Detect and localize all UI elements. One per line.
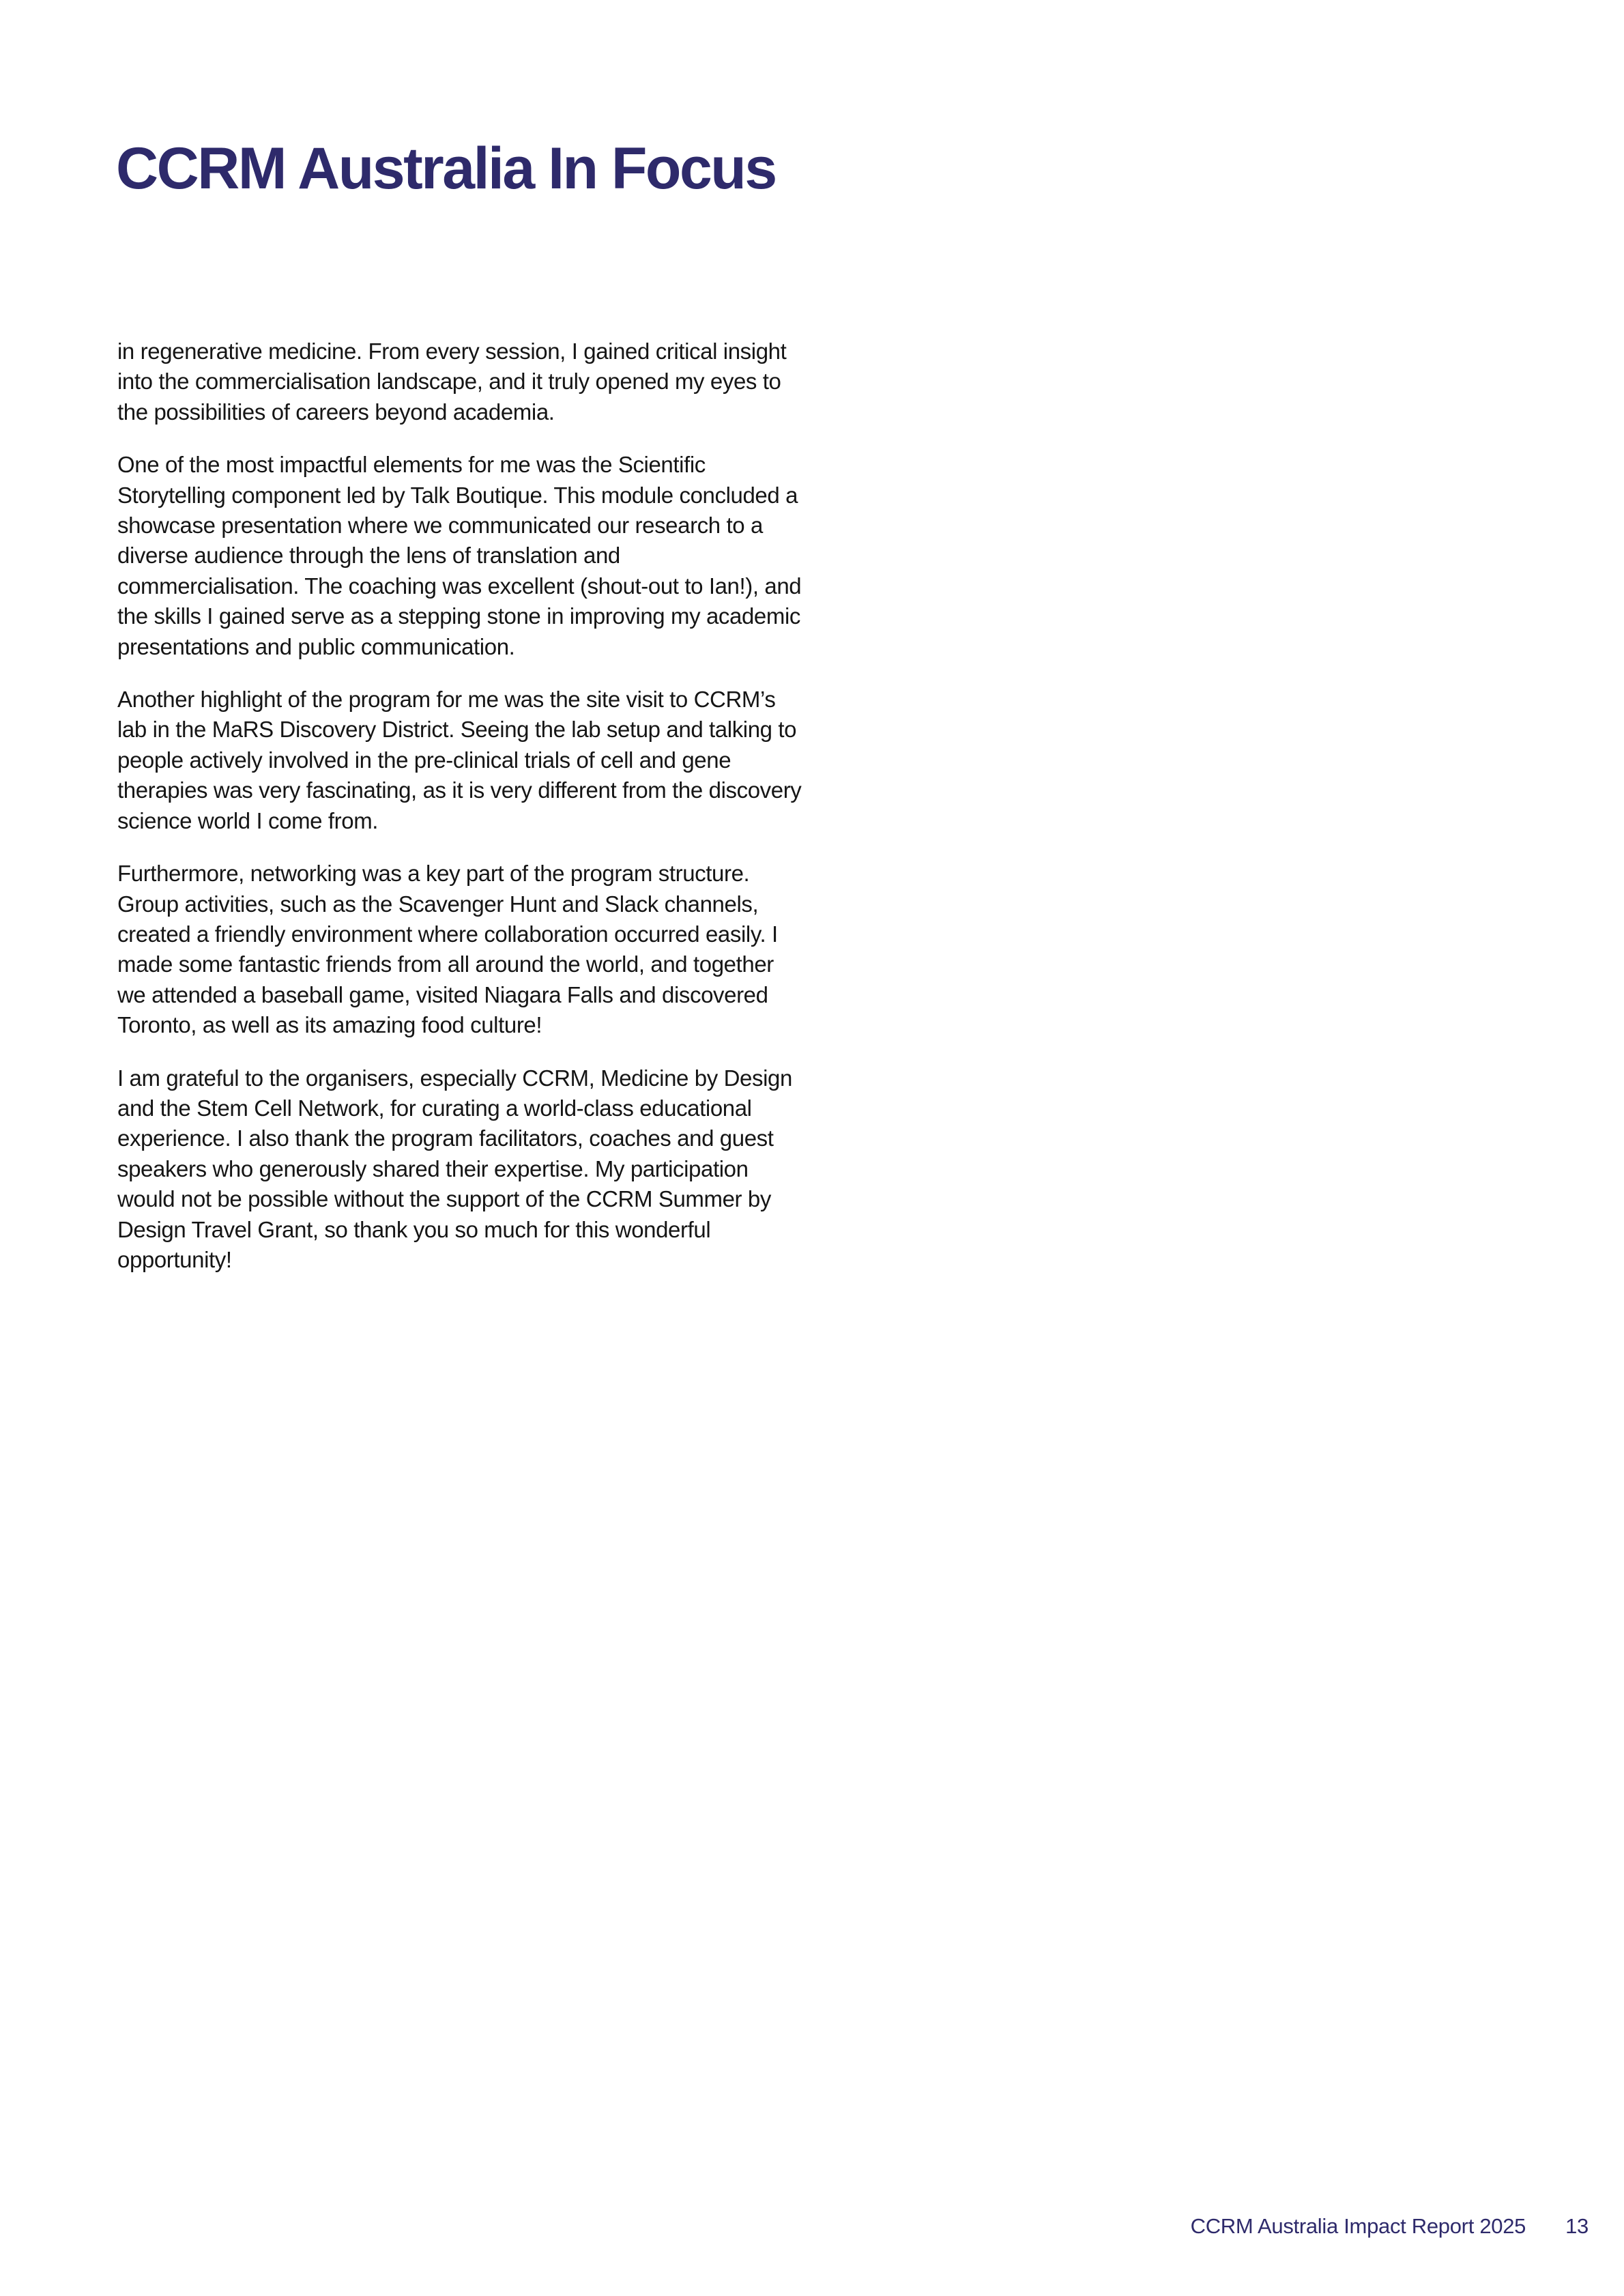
- page-number: 13: [1565, 2214, 1589, 2238]
- article-body: [117, 336, 807, 1297]
- paragraph: Another highlight of the program for me was the site visit to CCRM’s lab in the MaRS Discovery District. Seeing the lab setup and talking to people actively involved in the pre-clinical trials of cell and gene therapies was very fascinating, as it is very different from the discovery science world I come from.: [117, 687, 802, 833]
- paragraph: I am grateful to the organisers, especially CCRM, Medicine by Design and the Stem Cell Network, for curating a world-class educational experience. I also thank the program facilitators, coaches and guest speakers who generously shared their expertise. My participation would not be possible without the support of the CCRM Summer by Design Travel Grant, so thank you so much for this wonderful opportunity!: [117, 1065, 792, 1272]
- page-footer: [1191, 2214, 1589, 2239]
- page-title: CCRM Australia In Focus: [116, 136, 776, 201]
- paragraph: in regenerative medicine. From every session, I gained critical insight into the commercialisation landscape, and it truly opened my eyes to the possibilities of careers beyond academia.: [117, 339, 787, 425]
- footer-report-title: CCRM Australia Impact Report 2025: [1190, 2214, 1526, 2238]
- paragraph: One of the most impactful elements for me was the Scientific Storytelling component led by Talk Boutique. This module concluded a showcase presentation where we communicated our research to a diverse audience through the lens of translation and commercialisation. The coaching was excellent (shout-out to Ian!), and the skills I gained serve as a stepping stone in improving my academic presentations and public communication.: [117, 452, 802, 659]
- paragraph: Furthermore, networking was a key part of the program structure. Group activities, such as the Scavenger Hunt and Slack channels, created a friendly environment where collaboration occurred easily. I made some fantastic friends from all around the world, and together we attended a baseball game, visited Niagara Falls and discovered Toronto, as well as its amazing food culture!: [117, 861, 778, 1038]
